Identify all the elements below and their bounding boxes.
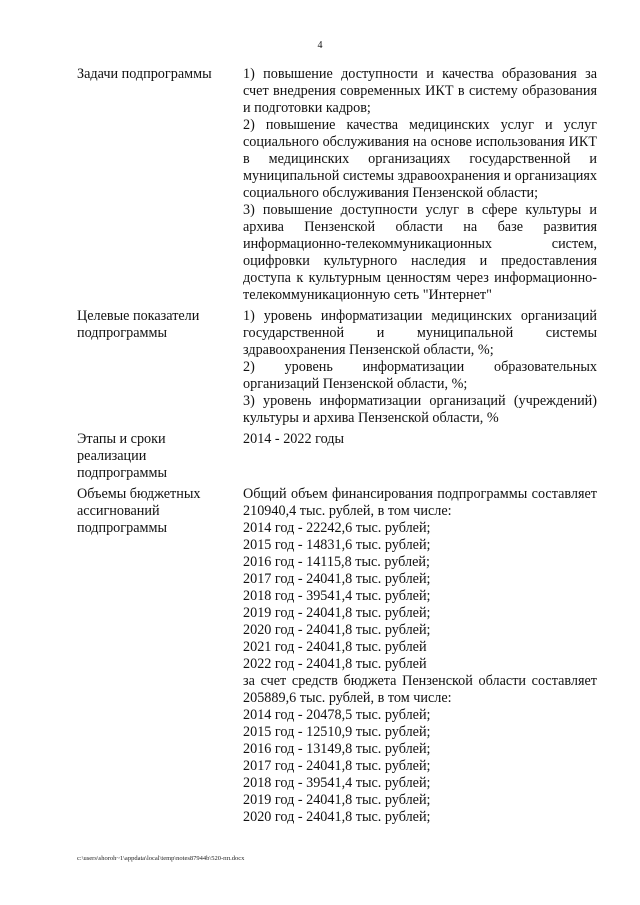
row-label: Задачи подпрограммы xyxy=(77,66,212,82)
budget-regional: за счет средств бюджета Пензенской области составляет 205889,6 тыс. рублей, в том числе: xyxy=(243,673,597,706)
budget-year-line: 2021 год - 24041,8 тыс. рублей xyxy=(243,639,427,655)
footer-file-path: c:\users\shoroh~1\appdata\local\temp\notes87944b\520-пп.docx xyxy=(77,855,245,862)
task-2: 2) повышение качества медицинских услуг и услуг социального обслуживания на основе использования ИКТ в медицинских организациях государственной и муниципальной системы здравоохранения и организациях социального обслуживания Пензенской области; xyxy=(243,117,597,201)
row-tasks xyxy=(77,66,597,304)
regional-year-line: 2018 год - 39541,4 тыс. рублей; xyxy=(243,775,431,791)
regional-year-line: 2019 год - 24041,8 тыс. рублей; xyxy=(243,792,431,808)
regional-year-line: 2015 год - 12510,9 тыс. рублей; xyxy=(243,724,431,740)
budget-year-line: 2020 год - 24041,8 тыс. рублей; xyxy=(243,622,431,638)
regional-year-line: 2016 год - 13149,8 тыс. рублей; xyxy=(243,741,431,757)
row-indicators xyxy=(77,308,597,427)
stages-value: 2014 - 2022 годы xyxy=(243,431,345,447)
row-stages xyxy=(77,431,597,482)
row-content xyxy=(243,66,597,304)
budget-year-line: 2015 год - 14831,6 тыс. рублей; xyxy=(243,537,431,553)
row-label: Объемы бюджетных ассигнований подпрограммы xyxy=(77,486,201,536)
budget-year-line: 2022 год - 24041,8 тыс. рублей xyxy=(243,656,427,672)
row-content xyxy=(243,431,597,482)
row-content xyxy=(243,308,597,427)
task-3: 3) повышение доступности услуг в сфере культуры и архива Пензенской области на базе развития информационно-телекоммуникационных систем, оцифровки культурного наследия и предоставления доступа к культурным ценностям через информационно-телекоммуникационную сеть "Интернет" xyxy=(243,202,597,303)
page-number: 4 xyxy=(317,40,323,51)
indicator-2: 2) уровень информатизации образовательных организаций Пензенской области, %; xyxy=(243,359,597,392)
passport-table xyxy=(77,66,597,826)
regional-year-line: 2017 год - 24041,8 тыс. рублей; xyxy=(243,758,431,774)
row-label: Целевые показатели подпрограммы xyxy=(77,308,200,341)
regional-year-line: 2020 год - 24041,8 тыс. рублей; xyxy=(243,809,431,825)
budget-year-line: 2017 год - 24041,8 тыс. рублей; xyxy=(243,571,431,587)
regional-year-line: 2014 год - 20478,5 тыс. рублей; xyxy=(243,707,431,723)
budget-year-line: 2016 год - 14115,8 тыс. рублей; xyxy=(243,554,430,570)
budget-year-line: 2019 год - 24041,8 тыс. рублей; xyxy=(243,605,431,621)
budget-year-line: 2014 год - 22242,6 тыс. рублей; xyxy=(243,520,431,536)
indicator-3: 3) уровень информатизации организаций (учреждений) культуры и архива Пензенской области, % xyxy=(243,393,597,426)
row-content xyxy=(243,486,597,826)
indicator-1: 1) уровень информатизации медицинских организаций государственной и муниципальной системы здравоохранения Пензенской области, %; xyxy=(243,308,597,358)
budget-year-line: 2018 год - 39541,4 тыс. рублей; xyxy=(243,588,431,604)
row-label: Этапы и сроки реализации подпрограммы xyxy=(77,431,167,481)
task-1: 1) повышение доступности и качества образования за счет внедрения современных ИКТ в систему образования и подготовки кадров; xyxy=(243,66,597,116)
row-budget xyxy=(77,486,597,826)
budget-total: Общий объем финансирования подпрограммы составляет 210940,4 тыс. рублей, в том числе: xyxy=(243,486,597,519)
